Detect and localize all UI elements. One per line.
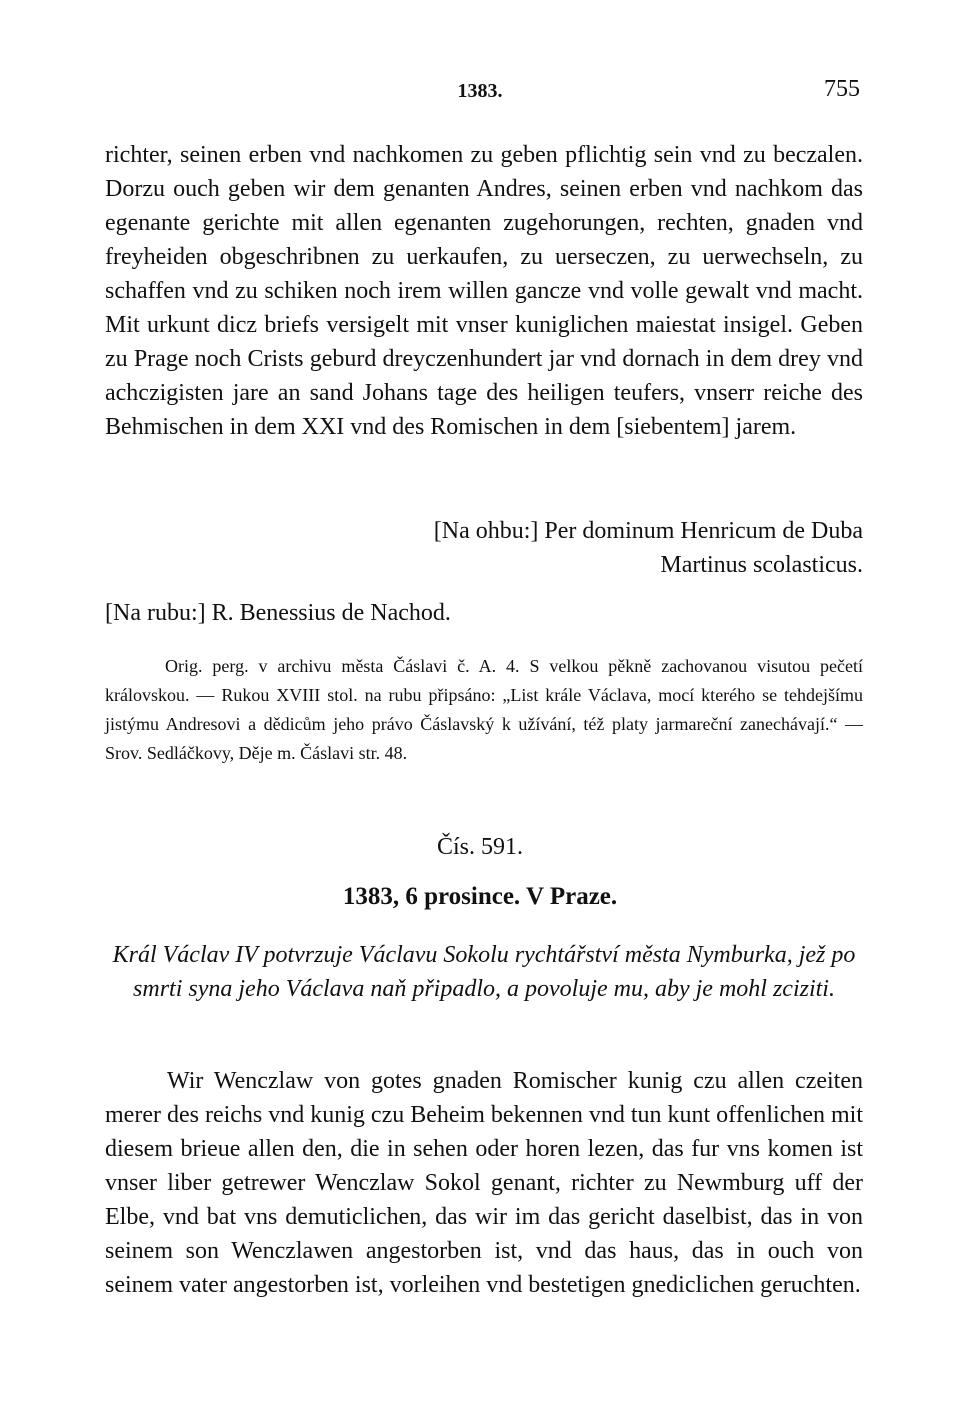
- document-summary: [105, 938, 863, 1006]
- paragraph: Wir Wenczlaw von gotes gnaden Romischer kunig czu allen czeiten merer des reichs vnd kunig czu Beheim bekennen vnd tun kunt offenlichen mit diesem brieue allen den, die in sehen oder horen lezen, das fur vns komen ist vnser liber getrewer Wenczlaw Sokol genant, richter zu Newmburg uff der Elbe, vnd bat vns demuticlichen, das wir im das gericht daselbist, das in von seinem son Wenczlawen angestorben ist, vnd das haus, das in ouch von seinem vater angestorben ist, vorleihen vnd bestetigen gnediclichen geruchten.: [105, 1068, 864, 1298]
- signature-rubu: [Na rubu:] R. Benessius de Nachod.: [105, 600, 451, 626]
- archival-note: [105, 652, 863, 768]
- document-date-heading: 1383, 6 prosince. V Praze.: [342, 883, 618, 910]
- archival-note-text: Orig. perg. v archivu města Čáslavi č. A. 4. S velkou pěkně zachovanou visutou pečetí královskou. — Rukou XVIII stol. na rubu připsáno: „List krále Václava, mocí kterého se tehdejšímu jistýmu Andresovi a dědicům jeho právo Čáslavský k užívání, též platy jarmareční zanechávají.“ — Srov. Sedláčkovy, Děje m. Čáslavi str. 48.: [105, 656, 863, 763]
- summary-text: Král Václav IV potvrzuje Václavu Sokolu rychtářství města Nymburka, jež po smrti syna jeho Václava naň připadlo, a povoluje mu, aby je mohl zciziti.: [112, 942, 856, 1002]
- signature-ohbu: [434, 514, 863, 582]
- signature-ohbu-line1: [Na ohbu:] Per dominum Henricum de Duba: [433, 518, 863, 544]
- paragraph: richter, seinen erben vnd nachkomen zu geben pflichtig sein vnd zu beczalen. Dorzu ouch geben wir dem genanten Andres, seinen erben vnd nachkom das egenante gerichte mit allen egenanten zugehorungen, rechten, gnaden vnd freyheiden obgeschribnen zu uerkaufen, zu uerseczen, zu uerwechseln, zu schaffen vnd zu schiken noch irem willen gancze vnd volle gewalt vnd macht. Mit urkunt dicz briefs versigelt mit vnser kuniglichen maiestat insigel. Geben zu Prage noch Crists geburd dreyczenhundert jar vnd dornach in dem drey vnd achczigisten jare an sand Johans tage des heiligen teufers, vnserr reiche des Behmischen in dem XXI vnd des Romischen in dem [siebentem] jarem.: [105, 142, 863, 440]
- document-number: Čís. 591.: [436, 834, 523, 860]
- signature-ohbu-line2: Martinus scolasticus.: [660, 552, 863, 578]
- running-header-year: 1383.: [457, 80, 503, 102]
- body-text-continuation: [105, 138, 863, 444]
- page-number: 755: [824, 76, 860, 102]
- body-text-new-document: [105, 1064, 863, 1302]
